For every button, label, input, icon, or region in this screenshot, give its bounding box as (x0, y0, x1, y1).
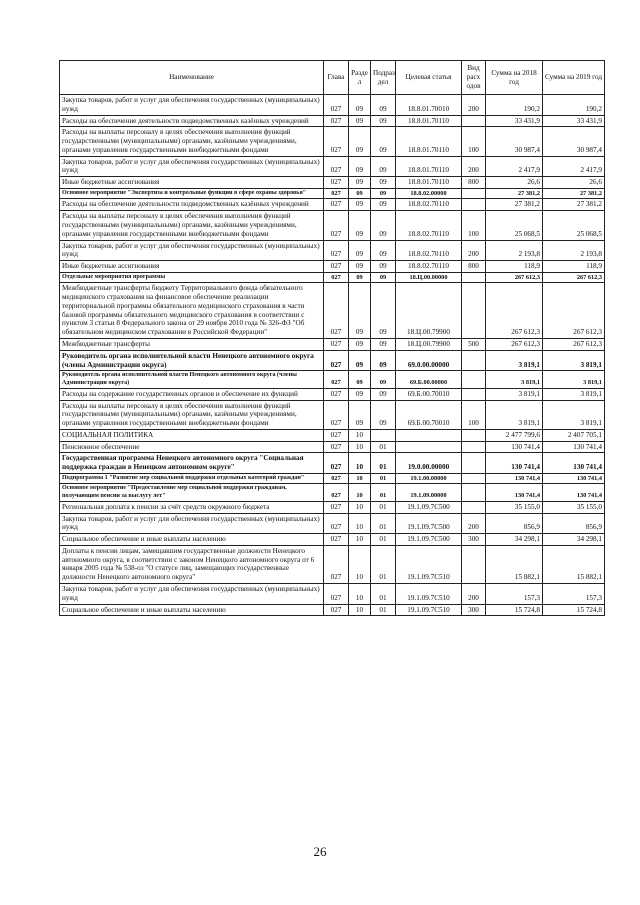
cell-sum-2018: 267 612,3 (486, 272, 543, 282)
cell-target-article: 18.8.02.70110 (396, 211, 462, 240)
table-row (60, 199, 605, 211)
cell-chapter: 027 (324, 240, 349, 261)
cell-name: Социальное обеспечение и иные выплаты населению (60, 604, 324, 616)
cell-chapter: 027 (324, 400, 349, 429)
cell-name: Руководитель органа исполнительной власти Ненецкого автономного округа (члены Администрации округа) (60, 371, 324, 388)
cell-name: Расходы на выплаты персоналу в целях обеспечения выполнения функций государственными (муниципальными) органами, казёнными учреждениями, органами управления государственными внебюджетными фондами (60, 400, 324, 429)
cell-name: Расходы на обеспечение деятельности подведомственных казённых учреждений (60, 199, 324, 211)
cell-section: 09 (349, 283, 371, 339)
cell-chapter: 027 (324, 177, 349, 189)
cell-name: Основное мероприятие "Предоставление мер социальной поддержки гражданам, получающим пенсии за выслугу лет" (60, 484, 324, 501)
cell-sum-2019: 33 431,9 (543, 115, 605, 127)
cell-chapter: 027 (324, 211, 349, 240)
cell-expense-type: 100 (462, 400, 486, 429)
cell-sum-2018: 267 612,3 (486, 339, 543, 351)
cell-subsection: 09 (371, 156, 396, 177)
cell-subsection: 01 (371, 545, 396, 583)
cell-name: Доплаты к пенсии лицам, замещавшим государственные должности Ненецкого автономного округа, в соответствии с законом Ненецкого автономного округа от 6 января 2005 года № 538-оз "О статусе лиц, замещающих государственные должности Ненецкого автономного округа" (60, 545, 324, 583)
cell-expense-type (462, 350, 486, 371)
cell-section: 10 (349, 501, 371, 513)
cell-expense-type (462, 429, 486, 441)
cell-sum-2018: 34 298,1 (486, 534, 543, 546)
cell-name: Расходы на содержание государственных органов и обеспечение их функций (60, 388, 324, 400)
cell-name: Социальное обеспечение и иные выплаты населению (60, 534, 324, 546)
cell-section: 09 (349, 339, 371, 351)
table-row (60, 501, 605, 513)
cell-sum-2019: 267 612,3 (543, 339, 605, 351)
cell-target-article: 19.0.00.00000 (396, 453, 462, 474)
cell-chapter: 027 (324, 534, 349, 546)
budget-table-container (59, 60, 604, 616)
cell-expense-type: 800 (462, 177, 486, 189)
cell-target-article: 18.8.01.70110 (396, 177, 462, 189)
cell-subsection: 09 (371, 400, 396, 429)
cell-chapter: 027 (324, 545, 349, 583)
cell-expense-type (462, 189, 486, 199)
cell-name: Расходы на обеспечение деятельности подведомственных казённых учреждений (60, 115, 324, 127)
cell-subsection: 09 (371, 240, 396, 261)
table-row (60, 95, 605, 116)
cell-chapter: 027 (324, 513, 349, 534)
cell-sum-2019: 267 612,3 (543, 272, 605, 282)
cell-name: Отдельные мероприятия программы (60, 272, 324, 282)
cell-target-article: 19.1.00.00000 (396, 474, 462, 484)
cell-target-article: 18.8.02.00000 (396, 189, 462, 199)
table-row (60, 211, 605, 240)
cell-name: Основное мероприятие "Экспертиза и контрольные функции в сфере охраны здоровья" (60, 189, 324, 199)
cell-section: 09 (349, 189, 371, 199)
cell-subsection: 09 (371, 115, 396, 127)
table-header-row (60, 61, 605, 95)
cell-sum-2018: 25 068,5 (486, 211, 543, 240)
cell-name: Межбюджетные трансферты (60, 339, 324, 351)
header-section: Разде л (349, 61, 371, 95)
table-row (60, 584, 605, 605)
cell-target-article (396, 441, 462, 453)
cell-section: 09 (349, 211, 371, 240)
cell-section: 09 (349, 350, 371, 371)
cell-subsection: 09 (371, 350, 396, 371)
cell-chapter: 027 (324, 484, 349, 501)
cell-subsection: 09 (371, 95, 396, 116)
cell-expense-type (462, 283, 486, 339)
table-row (60, 545, 605, 583)
cell-sum-2019: 856,9 (543, 513, 605, 534)
cell-subsection: 09 (371, 189, 396, 199)
cell-sum-2018: 3 819,1 (486, 371, 543, 388)
cell-chapter: 027 (324, 189, 349, 199)
cell-sum-2018: 130 741,4 (486, 453, 543, 474)
cell-section: 10 (349, 429, 371, 441)
cell-subsection: 01 (371, 534, 396, 546)
cell-subsection: 09 (371, 371, 396, 388)
cell-section: 09 (349, 400, 371, 429)
cell-sum-2019: 2 407 705,1 (543, 429, 605, 441)
page-number: 26 (313, 844, 327, 859)
cell-sum-2018: 3 819,1 (486, 350, 543, 371)
cell-section: 09 (349, 272, 371, 282)
cell-name: Подпрограмма 1 "Развитие мер социальной поддержки отдельных категорий граждан" (60, 474, 324, 484)
cell-subsection: 09 (371, 127, 396, 156)
cell-sum-2019: 26,6 (543, 177, 605, 189)
table-row (60, 261, 605, 273)
cell-sum-2019: 15 882,1 (543, 545, 605, 583)
cell-section: 10 (349, 441, 371, 453)
cell-target-article: 18.8.01.70110 (396, 156, 462, 177)
cell-sum-2019: 34 298,1 (543, 534, 605, 546)
cell-subsection: 09 (371, 261, 396, 273)
cell-section: 09 (349, 240, 371, 261)
cell-target-article: 19.1.09.7С510 (396, 545, 462, 583)
cell-section: 10 (349, 584, 371, 605)
cell-sum-2018: 130 741,4 (486, 484, 543, 501)
cell-subsection: 01 (371, 501, 396, 513)
cell-sum-2018: 118,9 (486, 261, 543, 273)
cell-sum-2019: 2 417,9 (543, 156, 605, 177)
cell-target-article: 69.Б.00.70010 (396, 400, 462, 429)
cell-target-article: 18.Ц.00.79900 (396, 283, 462, 339)
table-row (60, 177, 605, 189)
table-row (60, 453, 605, 474)
cell-name: Иные бюджетные ассигнования (60, 177, 324, 189)
cell-name: Закупка товаров, работ и услуг для обеспечения государственных (муниципальных) нужд (60, 240, 324, 261)
cell-sum-2018: 267 612,3 (486, 283, 543, 339)
cell-chapter: 027 (324, 441, 349, 453)
cell-section: 10 (349, 604, 371, 616)
cell-sum-2018: 856,9 (486, 513, 543, 534)
cell-sum-2018: 26,6 (486, 177, 543, 189)
table-row (60, 127, 605, 156)
cell-sum-2018: 35 155,0 (486, 501, 543, 513)
cell-name: Иные бюджетные ассигнования (60, 261, 324, 273)
cell-name: Руководитель органа исполнительной власти Ненецкого автономного округа (члены Администрации округа) (60, 350, 324, 371)
header-expense-type: Вид расх одов (462, 61, 486, 95)
cell-section: 09 (349, 261, 371, 273)
cell-sum-2018: 27 381,2 (486, 189, 543, 199)
header-name: Наименование (60, 61, 324, 95)
cell-chapter: 027 (324, 501, 349, 513)
cell-section: 09 (349, 156, 371, 177)
cell-expense-type: 300 (462, 534, 486, 546)
cell-name: СОЦИАЛЬНАЯ ПОЛИТИКА (60, 429, 324, 441)
header-sum-2019: Сумма на 2019 год (543, 61, 605, 95)
cell-subsection: 01 (371, 453, 396, 474)
cell-chapter: 027 (324, 388, 349, 400)
cell-subsection: 01 (371, 513, 396, 534)
cell-subsection: 09 (371, 339, 396, 351)
cell-sum-2019: 190,2 (543, 95, 605, 116)
table-row (60, 534, 605, 546)
cell-section: 10 (349, 545, 371, 583)
cell-chapter: 027 (324, 474, 349, 484)
cell-chapter: 027 (324, 199, 349, 211)
cell-target-article: 18.8.02.70110 (396, 240, 462, 261)
cell-name: Закупка товаров, работ и услуг для обеспечения государственных (муниципальных) нужд (60, 513, 324, 534)
cell-sum-2019: 25 068,5 (543, 211, 605, 240)
cell-chapter: 027 (324, 95, 349, 116)
cell-expense-type (462, 371, 486, 388)
cell-sum-2019: 2 193,8 (543, 240, 605, 261)
header-subsection: Подраз дел (371, 61, 396, 95)
cell-section: 09 (349, 199, 371, 211)
cell-sum-2019: 27 381,2 (543, 189, 605, 199)
table-row (60, 240, 605, 261)
cell-sum-2018: 30 987,4 (486, 127, 543, 156)
header-chapter: Глава (324, 61, 349, 95)
table-row (60, 283, 605, 339)
cell-sum-2018: 130 741,4 (486, 474, 543, 484)
cell-section: 10 (349, 484, 371, 501)
cell-sum-2018: 2 417,9 (486, 156, 543, 177)
cell-expense-type: 200 (462, 95, 486, 116)
cell-expense-type (462, 453, 486, 474)
cell-target-article (396, 429, 462, 441)
cell-target-article: 18.8.01.70010 (396, 95, 462, 116)
cell-expense-type (462, 388, 486, 400)
cell-target-article: 19.1.09.7С500 (396, 534, 462, 546)
table-row (60, 272, 605, 282)
cell-target-article: 18.8.01.70110 (396, 115, 462, 127)
cell-expense-type: 300 (462, 604, 486, 616)
table-row (60, 484, 605, 501)
cell-target-article: 69.0.00.00000 (396, 350, 462, 371)
cell-expense-type: 200 (462, 156, 486, 177)
table-row (60, 115, 605, 127)
cell-subsection: 01 (371, 474, 396, 484)
cell-sum-2019: 130 741,4 (543, 441, 605, 453)
cell-expense-type (462, 199, 486, 211)
cell-section: 09 (349, 115, 371, 127)
cell-section: 10 (349, 474, 371, 484)
table-row (60, 604, 605, 616)
cell-sum-2019: 30 987,4 (543, 127, 605, 156)
cell-subsection: 01 (371, 604, 396, 616)
cell-name: Расходы на выплаты персоналу в целях обеспечения выполнения функций государственными (муниципальными) органами, казёнными учреждениями, органами управления государственными внебюджетными фондами (60, 211, 324, 240)
cell-subsection (371, 429, 396, 441)
cell-chapter: 027 (324, 371, 349, 388)
cell-sum-2018: 33 431,9 (486, 115, 543, 127)
cell-subsection: 01 (371, 484, 396, 501)
cell-subsection: 09 (371, 283, 396, 339)
cell-subsection: 09 (371, 199, 396, 211)
cell-sum-2019: 27 381,2 (543, 199, 605, 211)
cell-expense-type: 800 (462, 261, 486, 273)
cell-chapter: 027 (324, 350, 349, 371)
table-row (60, 371, 605, 388)
cell-expense-type (462, 115, 486, 127)
cell-target-article: 18.Ц.00.79900 (396, 339, 462, 351)
cell-section: 10 (349, 453, 371, 474)
cell-target-article: 69.Б.00.70010 (396, 388, 462, 400)
cell-sum-2018: 3 819,1 (486, 400, 543, 429)
cell-name: Государственная программа Ненецкого автономного округа "Социальная поддержка граждан в Ненецком автономном округе" (60, 453, 324, 474)
table-row (60, 474, 605, 484)
header-target-article: Целевая статья (396, 61, 462, 95)
table-row (60, 441, 605, 453)
cell-chapter: 027 (324, 261, 349, 273)
cell-sum-2019: 157,3 (543, 584, 605, 605)
cell-target-article: 19.1.09.00000 (396, 484, 462, 501)
cell-sum-2018: 3 819,1 (486, 388, 543, 400)
table-row (60, 388, 605, 400)
cell-name: Закупка товаров, работ и услуг для обеспечения государственных (муниципальных) нужд (60, 584, 324, 605)
cell-chapter: 027 (324, 283, 349, 339)
cell-sum-2018: 190,2 (486, 95, 543, 116)
cell-name: Региональная доплата к пенсии за счёт средств окружного бюджета (60, 501, 324, 513)
cell-sum-2018: 130 741,4 (486, 441, 543, 453)
cell-sum-2019: 130 741,4 (543, 453, 605, 474)
cell-sum-2019: 3 819,1 (543, 388, 605, 400)
cell-sum-2018: 2 477 799,6 (486, 429, 543, 441)
table-row (60, 189, 605, 199)
table-row (60, 513, 605, 534)
cell-sum-2019: 267 612,3 (543, 283, 605, 339)
cell-target-article: 18.8.02.70110 (396, 199, 462, 211)
cell-sum-2019: 3 819,1 (543, 400, 605, 429)
cell-chapter: 027 (324, 272, 349, 282)
cell-sum-2019: 118,9 (543, 261, 605, 273)
cell-target-article: 18.8.02.70110 (396, 261, 462, 273)
cell-target-article: 19.1.09.7С510 (396, 604, 462, 616)
cell-target-article: 19.1.09.7С510 (396, 584, 462, 605)
cell-name: Закупка товаров, работ и услуг для обеспечения государственных (муниципальных) нужд (60, 95, 324, 116)
cell-expense-type: 500 (462, 339, 486, 351)
cell-expense-type (462, 501, 486, 513)
cell-chapter: 027 (324, 156, 349, 177)
cell-subsection: 09 (371, 388, 396, 400)
cell-sum-2019: 35 155,0 (543, 501, 605, 513)
cell-section: 09 (349, 388, 371, 400)
cell-expense-type: 200 (462, 584, 486, 605)
cell-expense-type (462, 484, 486, 501)
cell-chapter: 027 (324, 127, 349, 156)
cell-target-article: 19.1.09.7С500 (396, 501, 462, 513)
cell-expense-type (462, 272, 486, 282)
cell-subsection: 01 (371, 584, 396, 605)
cell-sum-2018: 15 724,8 (486, 604, 543, 616)
cell-target-article: 19.1.09.7С500 (396, 513, 462, 534)
cell-expense-type: 100 (462, 211, 486, 240)
cell-subsection: 09 (371, 177, 396, 189)
header-sum-2018: Сумма на 2018 год (486, 61, 543, 95)
cell-expense-type: 200 (462, 513, 486, 534)
cell-chapter: 027 (324, 604, 349, 616)
cell-name: Расходы на выплаты персоналу в целях обеспечения выполнения функций государственными (муниципальными) органами, казёнными учреждениями, органами управления государственными внебюджетными фондами (60, 127, 324, 156)
cell-section: 09 (349, 95, 371, 116)
cell-subsection: 09 (371, 272, 396, 282)
cell-sum-2019: 130 741,4 (543, 474, 605, 484)
cell-chapter: 027 (324, 339, 349, 351)
cell-subsection: 01 (371, 441, 396, 453)
cell-section: 09 (349, 127, 371, 156)
cell-name: Закупка товаров, работ и услуг для обеспечения государственных (муниципальных) нужд (60, 156, 324, 177)
cell-chapter: 027 (324, 584, 349, 605)
cell-sum-2018: 27 381,2 (486, 199, 543, 211)
cell-sum-2019: 130 741,4 (543, 484, 605, 501)
cell-chapter: 027 (324, 115, 349, 127)
table-row (60, 339, 605, 351)
cell-expense-type: 100 (462, 127, 486, 156)
cell-section: 09 (349, 371, 371, 388)
cell-expense-type: 200 (462, 240, 486, 261)
table-row (60, 429, 605, 441)
table-row (60, 350, 605, 371)
cell-sum-2018: 157,3 (486, 584, 543, 605)
cell-sum-2018: 2 193,8 (486, 240, 543, 261)
cell-sum-2019: 3 819,1 (543, 350, 605, 371)
cell-sum-2018: 15 882,1 (486, 545, 543, 583)
cell-section: 09 (349, 177, 371, 189)
cell-target-article: 18.8.01.70110 (396, 127, 462, 156)
cell-chapter: 027 (324, 453, 349, 474)
cell-name: Межбюджетные трансферты бюджету Территориального фонда обязательного медицинского страхования на финансовое обеспечение реализации территориальной программы обязательного медицинского страхования в части базовой программы обязательного медицинского страхования в соответствии с пунктом 3 статьи 8 Федерального закона от 29 ноября 2010 года № 326-ФЗ "Об обязательном медицинском страховании в Российской Федерации" (60, 283, 324, 339)
cell-section: 10 (349, 534, 371, 546)
budget-table (59, 60, 605, 616)
cell-chapter: 027 (324, 429, 349, 441)
cell-target-article: 18.Ц.00.00000 (396, 272, 462, 282)
table-row (60, 400, 605, 429)
cell-subsection: 09 (371, 211, 396, 240)
table-row (60, 156, 605, 177)
cell-target-article: 69.Б.00.00000 (396, 371, 462, 388)
cell-expense-type (462, 545, 486, 583)
cell-expense-type (462, 474, 486, 484)
cell-section: 10 (349, 513, 371, 534)
cell-expense-type (462, 441, 486, 453)
cell-name: Пенсионное обеспечение (60, 441, 324, 453)
cell-sum-2019: 3 819,1 (543, 371, 605, 388)
cell-sum-2019: 15 724,8 (543, 604, 605, 616)
